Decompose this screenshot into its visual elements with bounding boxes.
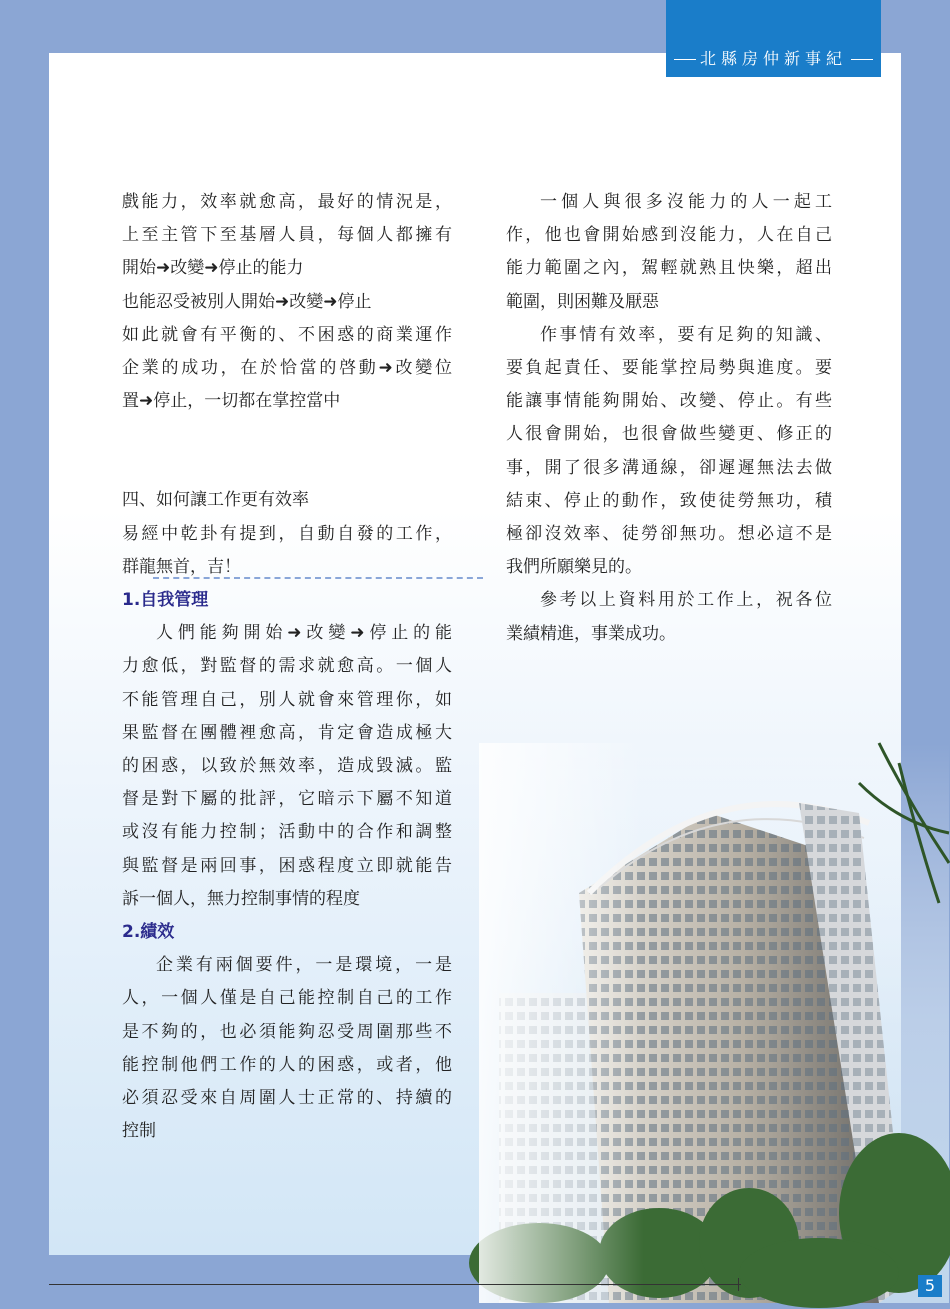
text-line: 的困惑，以致於無效率，造成毀滅。監 (122, 756, 452, 777)
text-line: 也能忍受被別人開始➜改變➜停止 (122, 291, 372, 312)
page-number: 5 (918, 1275, 942, 1297)
text-line: 置➜停止，一切都在掌控當中 (122, 391, 341, 412)
text-line: 要負起責任、要能掌控局勢與進度。要 (506, 358, 832, 379)
text-line: 一個人與很多沒能力的人一起工 (540, 192, 832, 212)
text-line: 能力範圍之內，駕輕就熟且快樂，超出 (506, 258, 832, 279)
text-line: 或沒有能力控制；活動中的合作和調整 (122, 822, 452, 843)
text-line: 果監督在團體裡愈高，肯定會造成極大 (122, 722, 452, 743)
text-line: 範圍，則困難及厭惡 (506, 291, 659, 312)
text-line: 必須忍受來自周圍人士正常的、持續的 (122, 1088, 452, 1109)
text-line: 參考以上資料用於工作上，祝各位 (540, 590, 832, 611)
text-line: 訴一個人，無力控制事情的程度 (122, 888, 360, 909)
right-column (506, 186, 832, 651)
text-line: 我們所願樂見的。 (506, 557, 642, 578)
subheading-performance: 2.績效 (122, 922, 175, 943)
building-photo (479, 743, 949, 1303)
text-line: 人們能夠開始➜改變➜停止的能 (156, 623, 452, 644)
text-line: 戲能力，效率就愈高，最好的情況是， (122, 192, 452, 212)
text-line: 企業的成功，在於恰當的啓動➜改變位 (122, 358, 452, 379)
footer-rule (49, 1284, 741, 1285)
text-line: 能讓事情能夠開始、改變、停止。有些 (506, 391, 832, 412)
footer-rule-tick (738, 1278, 739, 1291)
text-line: 作事情有效率，要有足夠的知識、 (540, 324, 832, 345)
text-line: 作，他也會開始感到沒能力，人在自己 (506, 225, 832, 246)
text-line: 易經中乾卦有提到，自動自發的工作， (122, 523, 452, 544)
text-line: 能控制他們工作的人的困惑，或者，他 (122, 1054, 452, 1075)
spacer (122, 418, 452, 484)
text-line: 是不夠的，也必須能夠忍受周圍那些不 (122, 1021, 452, 1042)
text-line: 開始➜改變➜停止的能力 (122, 258, 304, 279)
text-line: 極卻沒效率、徒勞卻無功。想必這不是 (506, 524, 832, 545)
text-line: 力愈低，對監督的需求就愈高。一個人 (122, 656, 452, 677)
text-line: 人很會開始，也很會做些變更、修正的 (506, 424, 832, 445)
text-line: 控制 (122, 1121, 156, 1142)
text-line: 業績精進，事業成功。 (506, 623, 676, 644)
text-line: 不能管理自己，別人就會來管理你，如 (122, 689, 452, 710)
text-line: 人，一個人僅是自己能控制自己的工作 (122, 988, 452, 1009)
text-line: 督是對下屬的批評，它暗示下屬不知道 (122, 789, 452, 810)
text-line: 群龍無首，吉！ (122, 556, 241, 577)
text-line: 事，開了很多溝通線，卻遲遲無法去做 (506, 457, 832, 478)
header-title: 北縣房仲新事紀 (666, 48, 881, 70)
left-column (122, 186, 452, 1148)
text-line: 如此就會有平衡的、不困惑的商業運作 (122, 324, 452, 345)
text-line: 企業有兩個要件，一是環境，一是 (156, 955, 452, 976)
text-line: 上至主管下至基層人員，每個人都擁有 (122, 225, 452, 246)
text-line: 結束、停止的動作，致使徒勞無功，積 (506, 490, 832, 511)
section-title: 四、如何讓工作更有效率 (122, 490, 309, 511)
text-line: 與監督是兩回事，困惑程度立即就能告 (122, 855, 452, 876)
subheading-self-management: 1.自我管理 (122, 590, 209, 611)
